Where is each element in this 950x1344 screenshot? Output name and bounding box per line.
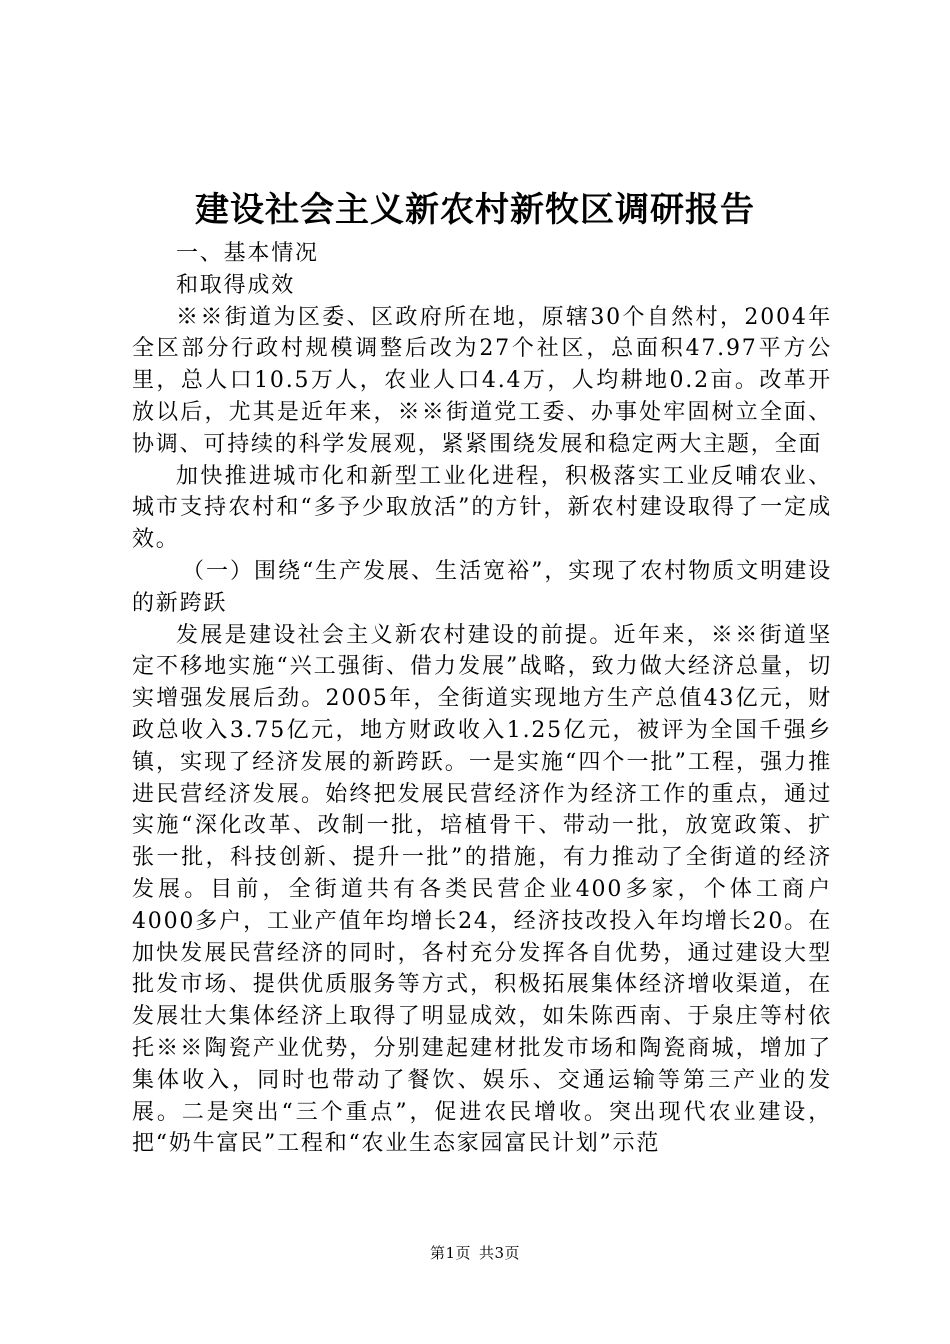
page-number-total: 共3页 xyxy=(479,1244,521,1262)
subsection-heading: （一）围绕“生产发展、生活宽裕”，实现了农村物质文明建设的新跨跃 xyxy=(132,558,832,616)
section-heading-continued: 和取得成效 xyxy=(176,272,296,298)
document-body xyxy=(132,238,832,1160)
page-number-current: 第1页 xyxy=(429,1244,471,1262)
body-paragraph: 加快推进城市化和新型工业化进程，积极落实工业反哺农业、城市支持农村和“多予少取放活”的方针，新农村建设取得了一定成效。 xyxy=(132,463,832,553)
section-heading: 一、基本情况 xyxy=(176,241,319,266)
body-paragraph: 发展是建设社会主义新农村建设的前提。近年来，※※街道坚定不移地实施“兴工强街、借力发展”战略，致力做大经济总量，切实增强发展后劲。2005年，全街道实现地方生产总值43亿元，财政总收入3.75亿元，地方财政收入1.25亿元，被评为全国千强乡镇，实现了经济发展的新跨跃。一是实施“四个一批”工程，强力推进民营经济发展。始终把发展民营经济作为经济工作的重点，通过实施“深化改革、改制一批，培植骨干、带动一批，放宽政策、扩张一批，科技创新、提升一批”的措施，有力推动了全街道的经济发展。目前，全街道共有各类民营企业400多家，个体工商户4000多户，工业产值年均增长24，经济技改投入年均增长20。在加快发展民营经济的同时，各村充分发挥各自优势，通过建设大型批发市场、提供优质服务等方式，积极拓展集体经济增收渠道，在发展壮大集体经济上取得了明显成效，如朱陈西南、于泉庄等村依托※※陶瓷产业优势，分别建起建材批发市场和陶瓷商城，增加了集体收入，同时也带动了餐饮、娱乐、交通运输等第三产业的发展。二是突出“三个重点”，促进农民增收。突出现代农业建设，把“奶牛富民”工程和“农业生态家园富民计划”示范 xyxy=(132,622,832,1157)
body-paragraph: ※※街道为区委、区政府所在地，原辖30个自然村，2004年全区部分行政村规模调整后改为27个社区，总面积47.97平方公里，总人口10.5万人，农业人口4.4万，人均耕地0.2亩。改革开放以后，尤其是近年来，※※街道党工委、办事处牢固树立全面、协调、可持续的科学发展观，紧紧围绕发展和稳定两大主题，全面 xyxy=(132,304,832,457)
page-footer xyxy=(0,1243,950,1263)
document-title: 建设社会主义新农村新牧区调研报告 xyxy=(195,190,755,230)
